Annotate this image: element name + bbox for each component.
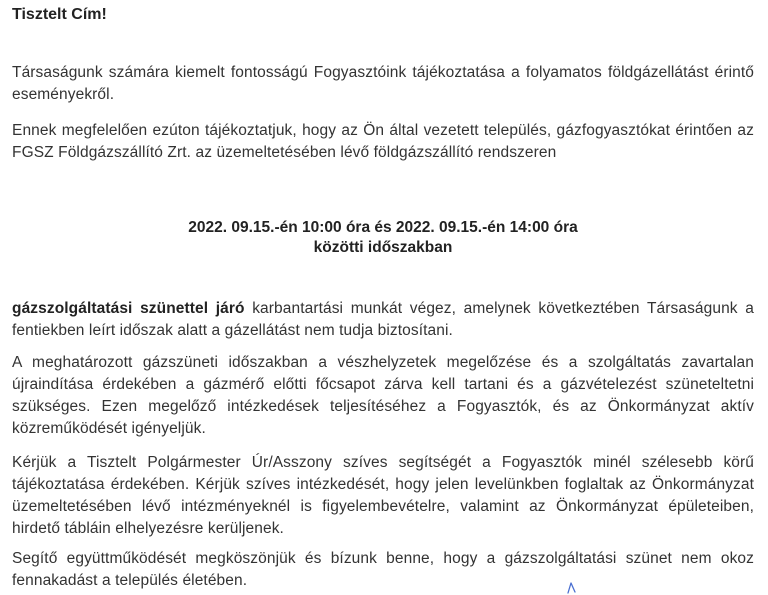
notice-paragraph: Ennek megfelelően ezúton tájékoztatjuk, hogy az Ön által vezetett település, gázfogyasztókat érintően az FGSZ Földgázszállító Zrt. az üzemeltetésében lévő földgázszállító rendszeren (12, 122, 754, 161)
maintenance-text: karbantartási munkát végez, amelynek következtében Társaságunk a fentiekben leírt időszak alatt a gázellátást nem tudja biztosítani. (12, 300, 754, 339)
intro-paragraph: Társaságunk számára kiemelt fontosságú Fogyasztóink tájékoztatása a folyamatos földgázellátást érintő eseményekről. (12, 64, 754, 103)
precautions-paragraph: A meghatározott gázszüneti időszakban a vészhelyzetek megelőzése és a szolgáltatás zavartalan újraindítása érdekében a gázmérő előtti főcsapot zárva kell tartani és a gázvételezést szüneteltetni szükséges. Ezen megelőző intézkedések teljesítéséhez a Fogyasztók, és az Önkormányzat aktív közreműködését igényeljük. (12, 354, 754, 437)
pen-mark-icon (566, 580, 578, 594)
request-paragraph: Kérjük a Tisztelt Polgármester Úr/Asszony szíves segítségét a Fogyasztók minél szélesebb körű tájékoztatása érdekében. Kérjük szíves intézkedését, hogy jelen levelünkben foglaltak az Önkormányzat üzemeltetésében lévő intézményeknél is figyelembevételre, valamint az Önkormányzat épületeiben, hirdető tábláin elhelyezésre kerüljenek. (12, 454, 754, 537)
outage-period-dates: 2022. 09.15.-én 10:00 óra és 2022. 09.15.-én 14:00 óra (188, 219, 578, 236)
outage-period (12, 218, 754, 258)
maintenance-paragraph (12, 298, 754, 342)
closing-paragraph: Segítő együttműködését megköszönjük és bízunk benne, hogy a gázszolgáltatási szünet nem okoz fennakadást a település életében. (12, 550, 754, 589)
maintenance-emphasis: gázszolgáltatási szünettel járó (12, 300, 245, 317)
salutation: Tisztelt Cím! (12, 6, 107, 23)
outage-period-label: közötti időszakban (313, 239, 453, 256)
